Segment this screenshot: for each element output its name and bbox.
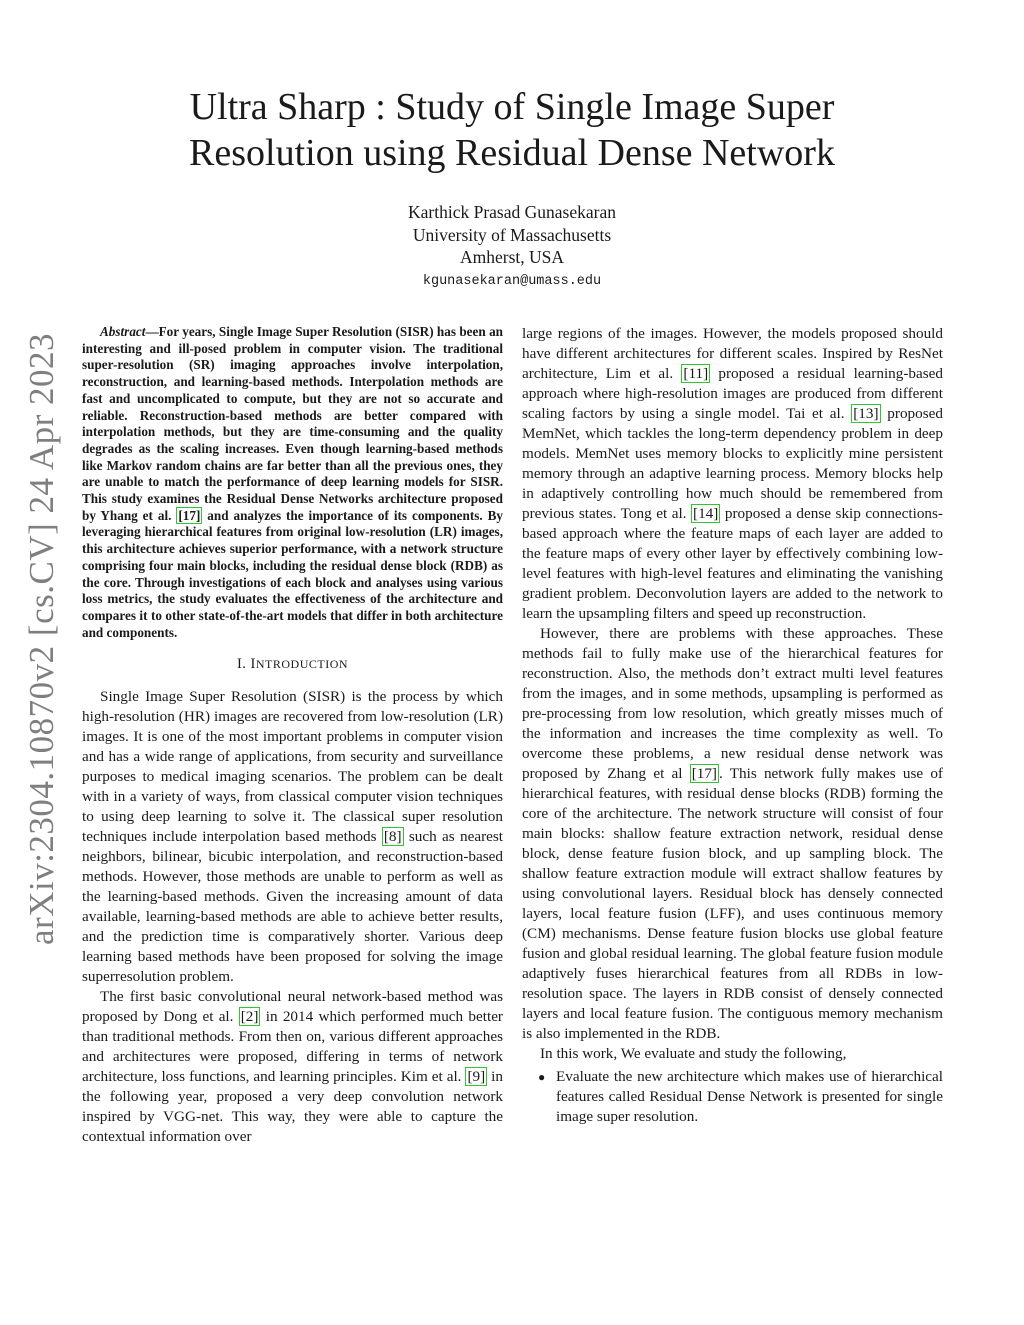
paper-title-line-1: Ultra Sharp : Study of Single Image Super <box>189 86 835 128</box>
right-p1-text-a: large regions of the images. However, the models proposed should have different architectures for different scales. Inspired by ResNet architecture, Lim et al. <box>522 325 943 382</box>
right-p1-text-d: proposed a dense skip connections-based approach where the feature maps of each layer are added to the feature maps of every other layer by effectively combining low-level features with high-level features and eliminating the vanishing gradient problem. Deconvolution layers are added to the network to learn the upsampling filters and speed up reconstruction. <box>522 505 943 622</box>
intro-p2-text-c: in the following year, proposed a very deep convolution network inspired by VGG-net. This way, they were able to capture the contextual information over <box>82 1068 503 1146</box>
right-p2-text-a: However, there are problems with these approaches. These methods fail to fully make use of the hierarchical features for reconstruction. Also, the methods don’t extract multi level features from the images, and in some methods, upsampling is performed as pre-processing from low resolution, which greatly misses much of the information and increases the time complexity as well. To overcome these problems, a new residual dense network was proposed by Zhang et al <box>522 625 943 782</box>
paper-title <box>80 84 944 176</box>
section-heading-introduction <box>82 654 503 674</box>
abstract-label: Abstract <box>100 324 146 339</box>
abstract <box>82 324 503 641</box>
abstract-text-2: and analyzes the importance of its components. By leveraging hierarchical features from original low-resolution (LR) images, this architecture achieves superior performance, with a network structure comprising four main blocks, including the residual dense block (RDB) as the core. Through investigations of each block and analyses using various loss metrics, the study evaluates the effectiveness of the architecture and compares it to other state-of-the-art models that differ in both architecture and components. <box>82 507 503 640</box>
intro-p2-text-a: The first basic convolutional neural network-based method was proposed by Dong et al. <box>82 988 503 1026</box>
list-item <box>538 1067 943 1127</box>
intro-paragraph-2 <box>82 987 503 1147</box>
section-number: I. I <box>236 656 256 673</box>
paper-title-line-2: Resolution using Residual Dense Network <box>189 132 835 174</box>
citation-link[interactable]: [17] <box>178 507 201 523</box>
list-item-text: Evaluate the new architecture which makes use of hierarchical features called Residual Dense Network is presented for single image super resolution. <box>556 1068 943 1125</box>
citation-link[interactable]: [2] <box>240 1008 259 1026</box>
intro-paragraph-3 <box>522 324 943 624</box>
citation-link[interactable]: [11] <box>683 365 709 382</box>
right-p2-text-b: . This network fully makes use of hierarchical features, with residual dense blocks (RDB) forming the core of the architecture. The network structure will consist of four main blocks: shallow feature extraction network, residual dense block, dense feature fusion block, and up sampling block. The shallow feature extraction module will extract shallow features by using convolutional layers. Residual block has densely connected layers, local feature fusion (LFF), and uses continuous memory (CM) mechanisms. Dense feature fusion blocks use global feature fusion and global residual learning. The global feature fusion module adaptively fuses hierarchical features from all RDBs in low-resolution space. The layers in RDB consist of densely connected layers and local feature fusion. The contiguous memory mechanism is also implemented in the RDB. <box>522 765 943 1042</box>
section-name: NTRODUCTION <box>255 657 349 672</box>
citation-link[interactable]: [17] <box>691 765 717 782</box>
bullet-icon: ● <box>538 1070 546 1084</box>
author-email[interactable]: kgunasekaran@umass.edu <box>422 273 602 289</box>
author-block <box>280 201 744 293</box>
right-p1-text-b: proposed a residual learning-based approach where high-resolution images are produced from different scaling factors by using a single model. Tai et al. <box>522 365 943 422</box>
intro-paragraph-4 <box>522 624 943 1044</box>
intro-paragraph-5: In this work, We evaluate and study the following, <box>540 1045 847 1062</box>
intro-paragraph-1 <box>82 687 503 987</box>
intro-p2-text-b: in 2014 which performed much better than traditional methods. From then on, various different approaches and architectures were proposed, differing in terms of network architecture, loss functions, and learning principles. Kim et al. <box>82 1008 503 1086</box>
contribution-list <box>522 1067 943 1127</box>
author-location: Amherst, USA <box>459 247 565 267</box>
citation-link[interactable]: [9] <box>467 1068 486 1086</box>
right-p1-text-c: proposed MemNet, which tackles the long-term dependency problem in deep models. MemNet uses memory blocks to explicitly mine persistent memory through an adaptive learning process. Memory blocks help in adaptively controlling how much should be remembered from previous states. Tong et al. <box>522 405 943 522</box>
citation-link[interactable]: [8] <box>383 828 402 846</box>
author-name: Karthick Prasad Gunasekaran <box>408 202 616 222</box>
author-affiliation: University of Massachusetts <box>412 224 612 245</box>
intro-p1-text-b: such as nearest neighbors, bilinear, bicubic interpolation, and reconstruction-based methods. However, those methods are unable to perform as well as the learning-based methods. Given the increasing amount of data available, learning-based methods are able to achieve better results, and the prediction time is comparatively shorter. Various deep learning based methods have been proposed for solving the image superresolution problem. <box>82 828 503 986</box>
arxiv-identifier-stamp: arXiv:2304.10870v2 [cs.CV] 24 Apr 2023 <box>22 332 61 945</box>
citation-link[interactable]: [13] <box>853 405 879 422</box>
abstract-text-1: —For years, Single Image Super Resolution (SISR) has been an interesting and ill-posed problem in computer vision. The traditional super-resolution (SR) imaging approaches involve interpolation, reconstruction, and learning-based methods. Interpolation methods are fast and uncomplicated to compute, but they are not so accurate and reliable. Reconstruction-based methods are better compared with interpolation methods, but they are time-consuming and the quality degrades as the scaling increases. Even though learning-based methods like Markov random chains are far better than all the previous ones, they are unable to match the performance of deep learning models for SISR. This study examines the Residual Dense Networks architecture proposed by Yhang et al. <box>82 324 503 523</box>
intro-p1-text-a: Single Image Super Resolution (SISR) is the process by which high-resolution (HR) images are recovered from low-resolution (LR) images. It is one of the most important problems in computer vision and has a wide range of applications, from security and surveillance purposes to medical imaging scenarios. The problem can be dealt with in a variety of ways, from classical computer vision techniques to using deep learning to solve it. The classical super resolution techniques include interpolation based methods <box>82 688 503 846</box>
citation-link[interactable]: [14] <box>693 505 719 522</box>
right-column <box>522 324 943 1127</box>
left-column <box>82 324 503 1147</box>
